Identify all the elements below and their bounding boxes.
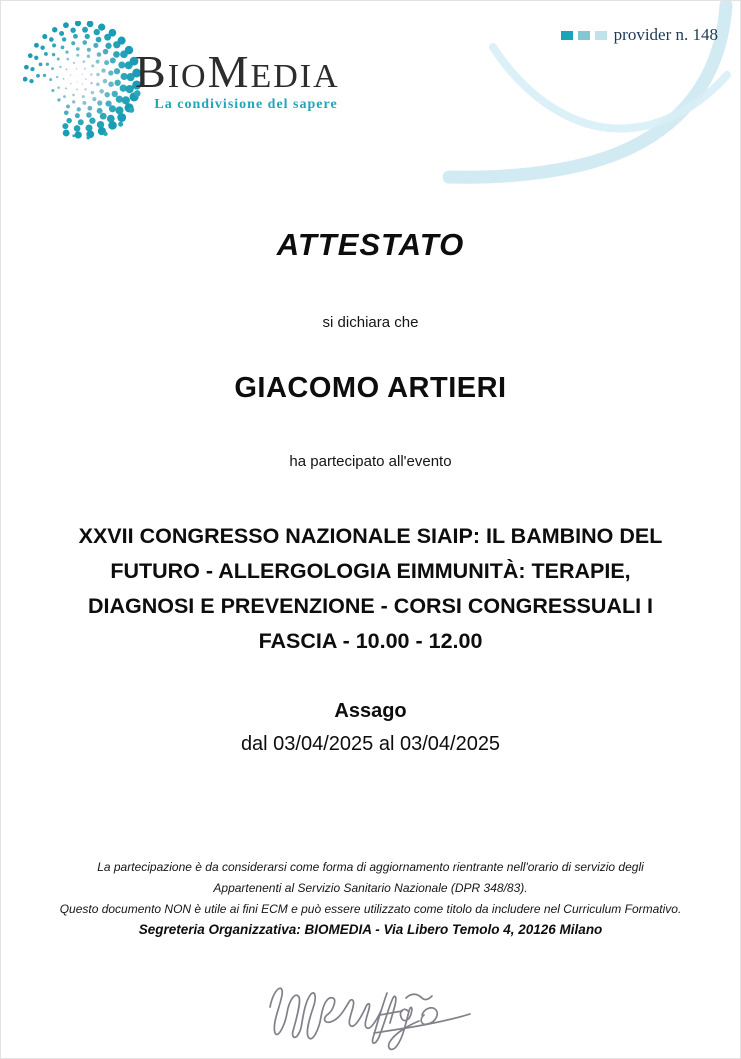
provider-number: provider n. 148 <box>613 25 718 44</box>
certificate-title: ATTESTATO <box>276 227 465 262</box>
provider-badge <box>561 25 718 45</box>
event-title <box>1 519 740 659</box>
disclaimer-line: Appartenenti al Servizio Sanitario Nazionale (DPR 348/83). <box>213 881 528 895</box>
square-teal-mid-icon <box>578 31 590 40</box>
attendee-name: GIACOMO ARTIERI <box>234 372 507 404</box>
handwritten-signature <box>256 971 486 1056</box>
organizer-text: Segreteria Organizzativa: BIOMEDIA - Via Libero Temolo 4, 20126 Milano <box>138 922 603 937</box>
event-title-line: XXVII CONGRESSO NAZIONALE SIAIP: IL BAMBINO DEL <box>78 524 663 548</box>
event-title-line: FUTURO - ALLERGOLOGIA EIMMUNITÀ: TERAPIE, <box>110 559 631 583</box>
event-date-range: dal 03/04/2025 al 03/04/2025 <box>240 733 501 755</box>
disclaimer-text <box>1 857 740 920</box>
event-location: Assago <box>334 700 407 722</box>
biomedia-name: BIOMEDIA <box>135 46 340 97</box>
biomedia-logo <box>23 21 340 143</box>
biomedia-tagline: La condivisione del sapere <box>154 97 338 112</box>
square-teal-light-icon <box>595 31 607 40</box>
dot-spiral-icon <box>23 21 143 143</box>
disclaimer-line: La partecipazione è da considerarsi come forma di aggiornamento rientrante nell'orario di servizio degli <box>97 860 644 874</box>
biomedia-wordmark <box>135 46 340 113</box>
event-title-line: FASCIA - 10.00 - 12.00 <box>258 629 483 653</box>
participation-text: ha partecipato all'evento <box>289 453 452 470</box>
square-teal-icon <box>561 31 573 40</box>
declaration-text: si dichiara che <box>322 314 419 331</box>
event-title-line: DIAGNOSI E PREVENZIONE - CORSI CONGRESSUALI I <box>87 594 654 618</box>
disclaimer-line: Questo documento NON è utile ai fini ECM e può essere utilizzato come titolo da includere nel Curriculum Formativo. <box>59 902 682 916</box>
three-squares-icon <box>561 31 607 40</box>
